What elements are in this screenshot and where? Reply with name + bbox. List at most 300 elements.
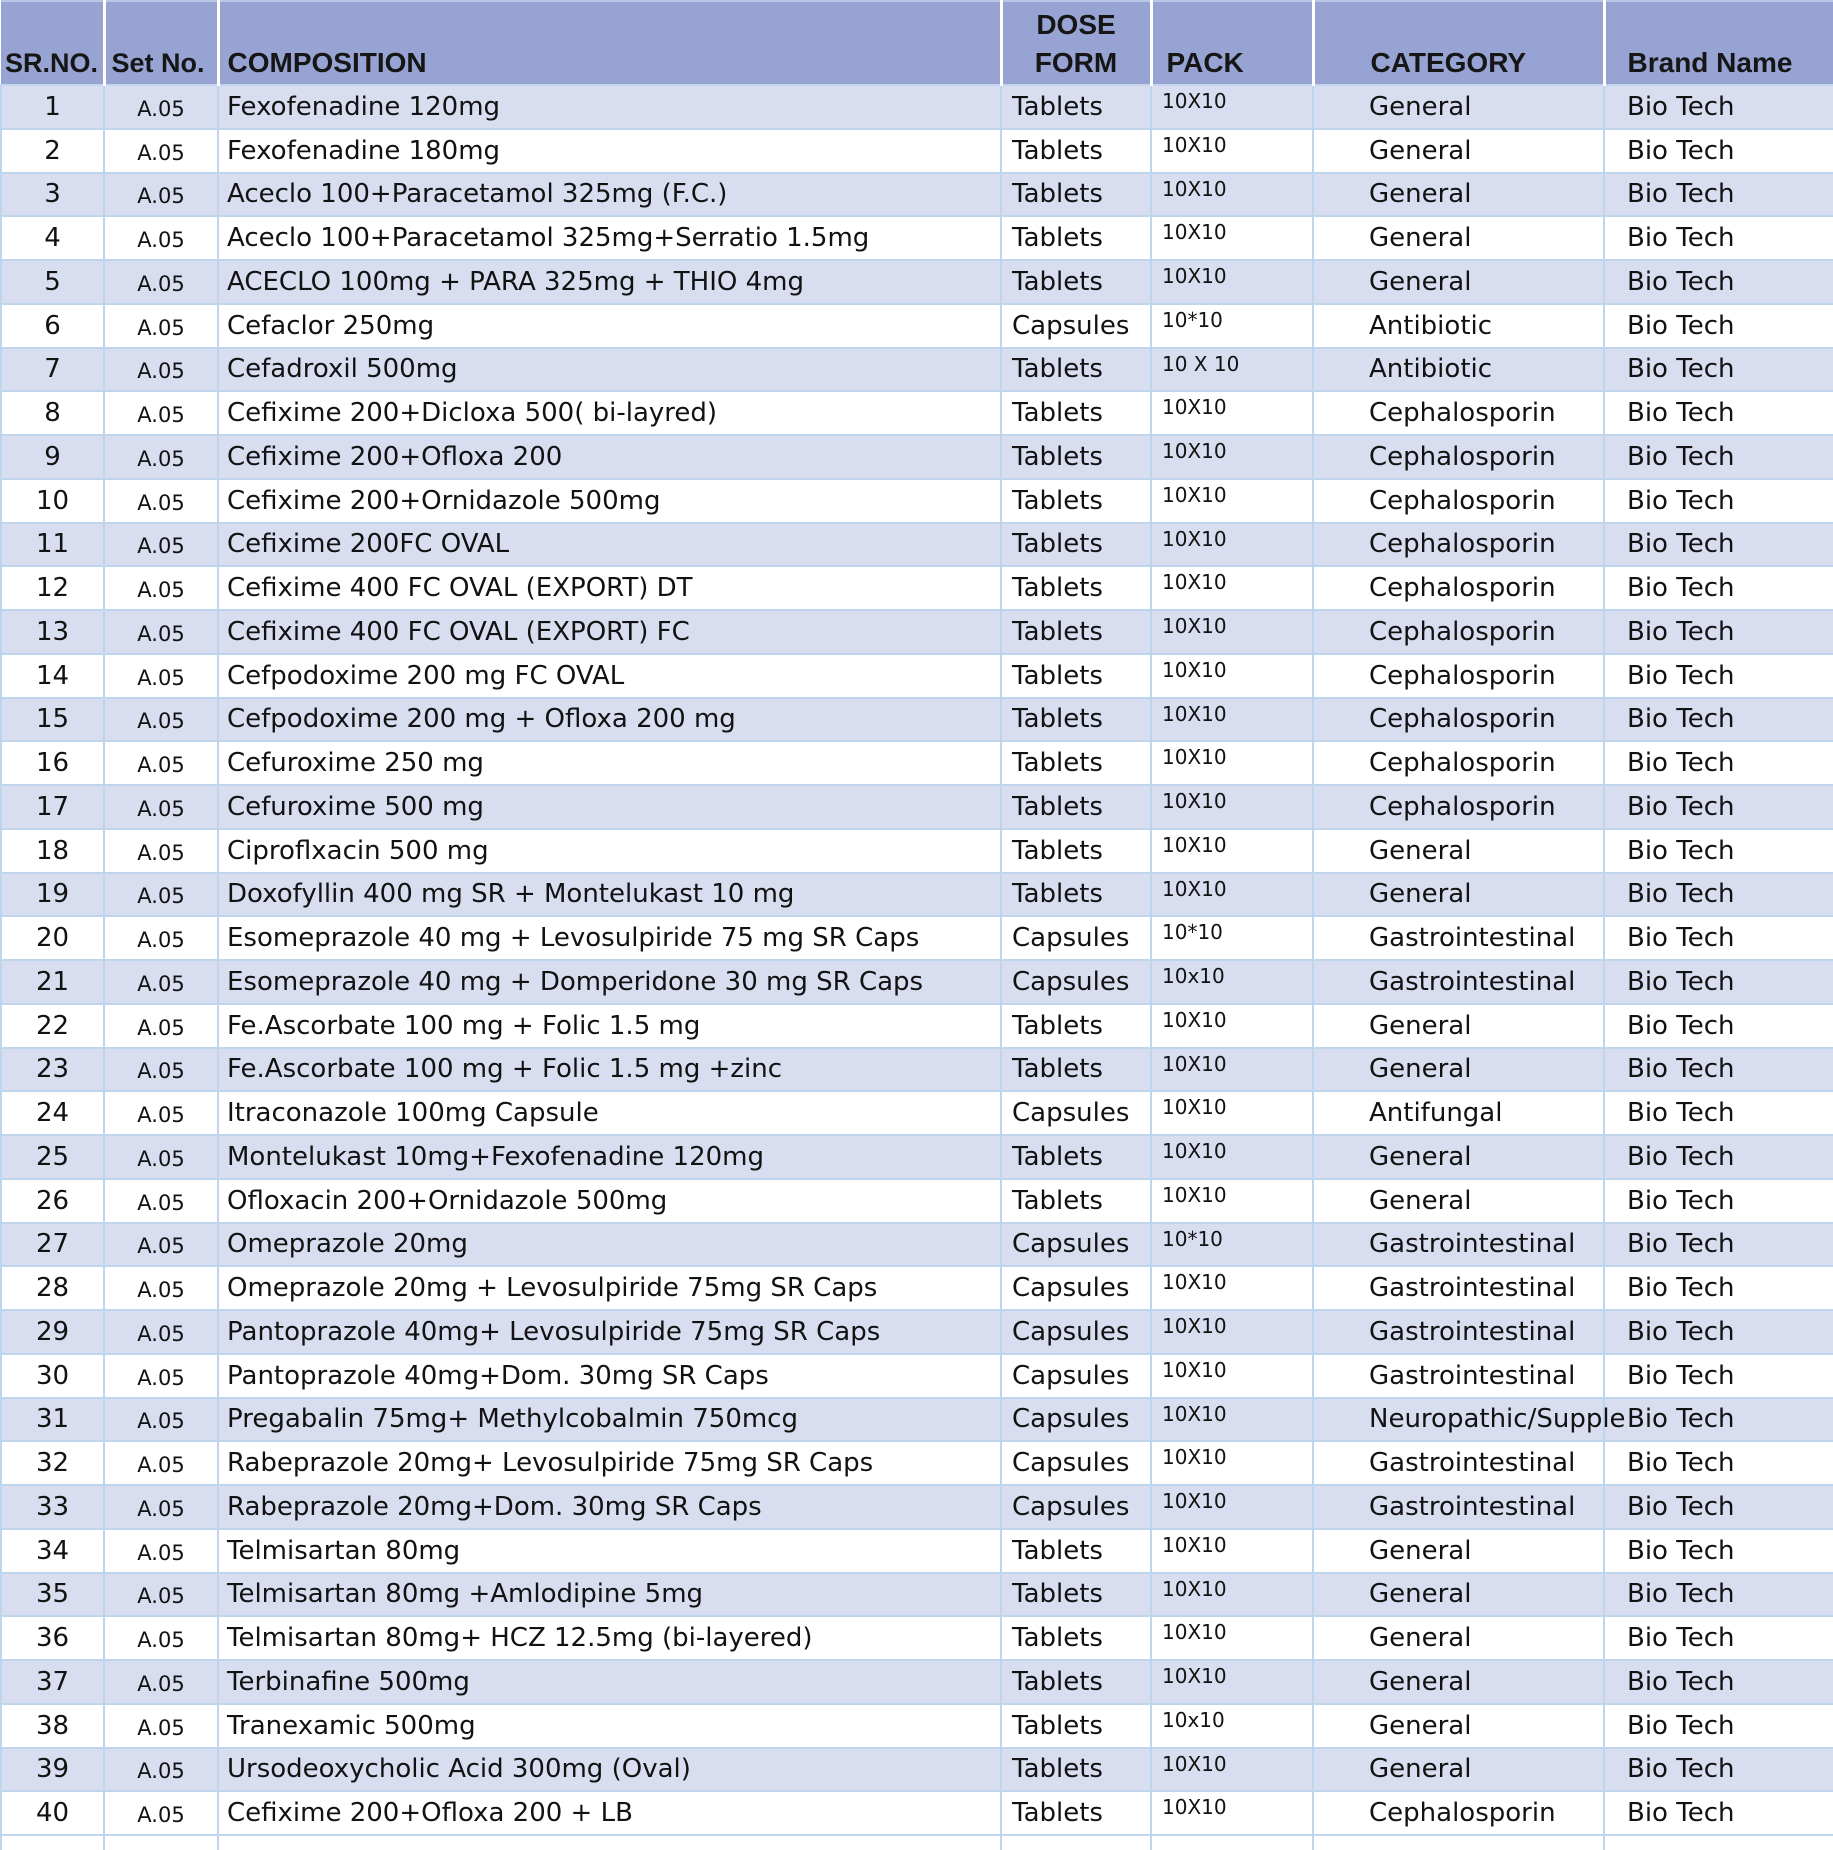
cell-category: General [1313, 216, 1604, 260]
cell-category: Cephalosporin [1313, 741, 1604, 785]
cell-dose-form: Tablets [1001, 173, 1151, 217]
cell-category: Gastrointestinal [1313, 916, 1604, 960]
cell-dose-form: Tablets [1001, 741, 1151, 785]
cell-dose-form: Tablets [1001, 1048, 1151, 1092]
table-row [1, 1748, 1833, 1792]
cell-dose-form: Tablets [1001, 610, 1151, 654]
table-row [1, 654, 1833, 698]
cell-pack: 10*10 [1151, 304, 1313, 348]
cell-brand-name: Bio Tech [1604, 435, 1833, 479]
table-row [1, 1529, 1833, 1573]
cell-set-no: A.05 [104, 1441, 218, 1485]
cell-category: Gastrointestinal [1313, 1310, 1604, 1354]
cell-composition: Cefixime 200+Ornidazole 500mg [218, 479, 1001, 523]
cell-sr-no: 6 [1, 304, 104, 348]
cell-pack: 10X10 [1151, 1398, 1313, 1442]
cell-dose-form: Tablets [1001, 873, 1151, 917]
cell-dose-form: Tablets [1001, 1135, 1151, 1179]
cell-brand-name: Bio Tech [1604, 741, 1833, 785]
cell-sr-no: 25 [1, 1135, 104, 1179]
cell-pack: 10X10 [1151, 1048, 1313, 1092]
cell-composition: Ursodeoxycholic Acid 300mg (Oval) [218, 1748, 1001, 1792]
cell-sr-no: 4 [1, 216, 104, 260]
cell-category: Cephalosporin [1313, 698, 1604, 742]
cell-dose-form: Capsules [1001, 1398, 1151, 1442]
cell-dose-form: Tablets [1001, 1748, 1151, 1792]
cell-set-no: A.05 [104, 1179, 218, 1223]
cell-pack: 10X10 [1151, 785, 1313, 829]
cell-dose-form: Tablets [1001, 1704, 1151, 1748]
cell-composition: Pantoprazole 40mg+Dom. 30mg SR Caps [218, 1354, 1001, 1398]
cell-pack: 10x10 [1151, 960, 1313, 1004]
table-row [1, 523, 1833, 567]
cell-set-no: A.05 [104, 260, 218, 304]
cell-dose-form: Tablets [1001, 216, 1151, 260]
cell-brand-name: Bio Tech [1604, 1354, 1833, 1398]
table-row [1, 85, 1833, 129]
table-row [1, 698, 1833, 742]
cell-set-no: A.05 [104, 1266, 218, 1310]
cell-dose-form: Tablets [1001, 1616, 1151, 1660]
cell-pack: 10X10 [1151, 479, 1313, 523]
cell-category: General [1313, 1529, 1604, 1573]
cell-brand-name: Bio Tech [1604, 85, 1833, 129]
cell-dose-form: Tablets [1001, 829, 1151, 873]
cell-set-no: A.05 [104, 1310, 218, 1354]
cell-set-no: A.05 [104, 1529, 218, 1573]
trailing-empty-row [1, 1835, 1833, 1850]
cell-set-no: A.05 [104, 829, 218, 873]
cell-dose-form: Tablets [1001, 1573, 1151, 1617]
cell-category: Gastrointestinal [1313, 1354, 1604, 1398]
cell-sr-no: 23 [1, 1048, 104, 1092]
cell-category: Cephalosporin [1313, 610, 1604, 654]
cell-set-no: A.05 [104, 173, 218, 217]
table-row [1, 129, 1833, 173]
cell-pack: 10X10 [1151, 829, 1313, 873]
cell-sr-no: 27 [1, 1223, 104, 1267]
cell-category: Antifungal [1313, 1091, 1604, 1135]
cell-sr-no: 38 [1, 1704, 104, 1748]
cell-dose-form: Capsules [1001, 1354, 1151, 1398]
cell-pack: 10X10 [1151, 1091, 1313, 1135]
cell-dose-form: Tablets [1001, 566, 1151, 610]
cell-brand-name: Bio Tech [1604, 873, 1833, 917]
cell-sr-no: 14 [1, 654, 104, 698]
cell-sr-no: 20 [1, 916, 104, 960]
cell-dose-form: Capsules [1001, 1266, 1151, 1310]
cell-pack: 10*10 [1151, 1223, 1313, 1267]
cell-sr-no: 37 [1, 1660, 104, 1704]
cell-sr-no: 29 [1, 1310, 104, 1354]
cell-dose-form: Capsules [1001, 1441, 1151, 1485]
cell-composition: Fe.Ascorbate 100 mg + Folic 1.5 mg +zinc [218, 1048, 1001, 1092]
table-row [1, 1266, 1833, 1310]
cell-brand-name: Bio Tech [1604, 348, 1833, 392]
cell-set-no: A.05 [104, 1398, 218, 1442]
cell-sr-no: 1 [1, 85, 104, 129]
cell-composition: Cefpodoxime 200 mg FC OVAL [218, 654, 1001, 698]
cell-pack: 10X10 [1151, 173, 1313, 217]
cell-composition: Telmisartan 80mg+ HCZ 12.5mg (bi-layered) [218, 1616, 1001, 1660]
cell-pack: 10X10 [1151, 129, 1313, 173]
cell-brand-name: Bio Tech [1604, 260, 1833, 304]
cell-dose-form: Tablets [1001, 654, 1151, 698]
header-pack: PACK [1151, 1, 1313, 85]
cell-pack: 10X10 [1151, 523, 1313, 567]
table-row [1, 1660, 1833, 1704]
cell-pack: 10X10 [1151, 1004, 1313, 1048]
cell-composition: Doxofyllin 400 mg SR + Montelukast 10 mg [218, 873, 1001, 917]
cell-category: General [1313, 85, 1604, 129]
cell-category: Cephalosporin [1313, 654, 1604, 698]
cell-brand-name: Bio Tech [1604, 654, 1833, 698]
cell-dose-form: Tablets [1001, 260, 1151, 304]
table-row [1, 1616, 1833, 1660]
cell-sr-no: 3 [1, 173, 104, 217]
cell-sr-no: 5 [1, 260, 104, 304]
header-category: CATEGORY [1313, 1, 1604, 85]
cell-pack: 10X10 [1151, 435, 1313, 479]
cell-set-no: A.05 [104, 1616, 218, 1660]
cell-brand-name: Bio Tech [1604, 1266, 1833, 1310]
header-dose-form-line1: DOSE [1036, 9, 1116, 40]
cell-set-no: A.05 [104, 129, 218, 173]
table-row [1, 1485, 1833, 1529]
cell-sr-no: 24 [1, 1091, 104, 1135]
cell-sr-no: 19 [1, 873, 104, 917]
cell-sr-no: 40 [1, 1791, 104, 1835]
cell-composition: Cefpodoxime 200 mg + Ofloxa 200 mg [218, 698, 1001, 742]
cell-category: Antibiotic [1313, 304, 1604, 348]
cell-brand-name: Bio Tech [1604, 1223, 1833, 1267]
cell-brand-name: Bio Tech [1604, 1529, 1833, 1573]
cell-sr-no: 31 [1, 1398, 104, 1442]
cell-composition: Fexofenadine 180mg [218, 129, 1001, 173]
cell-brand-name: Bio Tech [1604, 1660, 1833, 1704]
cell-brand-name: Bio Tech [1604, 829, 1833, 873]
cell-composition: Rabeprazole 20mg+ Levosulpiride 75mg SR Caps [218, 1441, 1001, 1485]
cell-set-no: A.05 [104, 1791, 218, 1835]
cell-category: General [1313, 1135, 1604, 1179]
cell-set-no: A.05 [104, 479, 218, 523]
table-row [1, 304, 1833, 348]
cell-brand-name: Bio Tech [1604, 1004, 1833, 1048]
cell-set-no: A.05 [104, 85, 218, 129]
cell-composition: Fe.Ascorbate 100 mg + Folic 1.5 mg [218, 1004, 1001, 1048]
cell-brand-name: Bio Tech [1604, 1791, 1833, 1835]
cell-brand-name: Bio Tech [1604, 1441, 1833, 1485]
cell-pack: 10X10 [1151, 741, 1313, 785]
header-dose-form [1001, 1, 1151, 85]
cell-set-no: A.05 [104, 348, 218, 392]
cell-brand-name: Bio Tech [1604, 916, 1833, 960]
table-row [1, 435, 1833, 479]
cell-pack: 10X10 [1151, 566, 1313, 610]
cell-composition: Cefaclor 250mg [218, 304, 1001, 348]
cell-dose-form: Capsules [1001, 304, 1151, 348]
cell-composition: Cefixime 200+Ofloxa 200 [218, 435, 1001, 479]
cell-category: Gastrointestinal [1313, 1266, 1604, 1310]
cell-composition: Telmisartan 80mg [218, 1529, 1001, 1573]
empty-cell [1313, 1835, 1604, 1850]
table-row [1, 1004, 1833, 1048]
cell-set-no: A.05 [104, 1704, 218, 1748]
header-sr-no: SR.NO. [1, 1, 104, 85]
cell-composition: Telmisartan 80mg +Amlodipine 5mg [218, 1573, 1001, 1617]
cell-set-no: A.05 [104, 1223, 218, 1267]
table-row [1, 173, 1833, 217]
cell-sr-no: 10 [1, 479, 104, 523]
cell-composition: Terbinafine 500mg [218, 1660, 1001, 1704]
cell-pack: 10X10 [1151, 1135, 1313, 1179]
cell-pack: 10X10 [1151, 1573, 1313, 1617]
cell-brand-name: Bio Tech [1604, 479, 1833, 523]
cell-brand-name: Bio Tech [1604, 1485, 1833, 1529]
cell-category: Antibiotic [1313, 348, 1604, 392]
table-row [1, 1441, 1833, 1485]
header-composition: COMPOSITION [218, 1, 1001, 85]
cell-set-no: A.05 [104, 1660, 218, 1704]
cell-pack: 10X10 [1151, 873, 1313, 917]
cell-composition: Fexofenadine 120mg [218, 85, 1001, 129]
cell-brand-name: Bio Tech [1604, 1704, 1833, 1748]
cell-composition: Itraconazole 100mg Capsule [218, 1091, 1001, 1135]
cell-set-no: A.05 [104, 873, 218, 917]
cell-brand-name: Bio Tech [1604, 1135, 1833, 1179]
table-row [1, 260, 1833, 304]
cell-category: General [1313, 1704, 1604, 1748]
cell-dose-form: Tablets [1001, 129, 1151, 173]
cell-category: Gastrointestinal [1313, 1223, 1604, 1267]
cell-set-no: A.05 [104, 523, 218, 567]
table-row [1, 1398, 1833, 1442]
cell-set-no: A.05 [104, 391, 218, 435]
cell-composition: Ciproflxacin 500 mg [218, 829, 1001, 873]
table-row [1, 1091, 1833, 1135]
cell-pack: 10x10 [1151, 1704, 1313, 1748]
cell-set-no: A.05 [104, 216, 218, 260]
cell-category: Gastrointestinal [1313, 1441, 1604, 1485]
cell-composition: Esomeprazole 40 mg + Domperidone 30 mg SR Caps [218, 960, 1001, 1004]
cell-category: Cephalosporin [1313, 523, 1604, 567]
cell-sr-no: 26 [1, 1179, 104, 1223]
cell-dose-form: Tablets [1001, 391, 1151, 435]
cell-set-no: A.05 [104, 1091, 218, 1135]
table-row [1, 566, 1833, 610]
cell-pack: 10*10 [1151, 916, 1313, 960]
cell-sr-no: 22 [1, 1004, 104, 1048]
cell-dose-form: Tablets [1001, 479, 1151, 523]
cell-composition: Cefixime 200+Dicloxa 500( bi-layred) [218, 391, 1001, 435]
cell-category: Gastrointestinal [1313, 960, 1604, 1004]
empty-cell [1, 1835, 104, 1850]
cell-set-no: A.05 [104, 1354, 218, 1398]
cell-brand-name: Bio Tech [1604, 391, 1833, 435]
header-dose-form-line2: FORM [1034, 47, 1118, 78]
cell-sr-no: 21 [1, 960, 104, 1004]
cell-dose-form: Tablets [1001, 1660, 1151, 1704]
cell-brand-name: Bio Tech [1604, 960, 1833, 1004]
cell-composition: Aceclo 100+Paracetamol 325mg+Serratio 1.5mg [218, 216, 1001, 260]
cell-sr-no: 30 [1, 1354, 104, 1398]
cell-set-no: A.05 [104, 698, 218, 742]
cell-composition: Ofloxacin 200+Ornidazole 500mg [218, 1179, 1001, 1223]
cell-pack: 10X10 [1151, 1179, 1313, 1223]
cell-sr-no: 17 [1, 785, 104, 829]
cell-brand-name: Bio Tech [1604, 566, 1833, 610]
cell-pack: 10X10 [1151, 1310, 1313, 1354]
cell-sr-no: 7 [1, 348, 104, 392]
cell-composition: Rabeprazole 20mg+Dom. 30mg SR Caps [218, 1485, 1001, 1529]
cell-sr-no: 9 [1, 435, 104, 479]
empty-cell [1151, 1835, 1313, 1850]
header-row [1, 1, 1833, 85]
cell-set-no: A.05 [104, 960, 218, 1004]
cell-dose-form: Tablets [1001, 1529, 1151, 1573]
cell-sr-no: 12 [1, 566, 104, 610]
cell-set-no: A.05 [104, 1004, 218, 1048]
cell-composition: Montelukast 10mg+Fexofenadine 120mg [218, 1135, 1001, 1179]
table-row [1, 916, 1833, 960]
cell-dose-form: Tablets [1001, 1004, 1151, 1048]
cell-composition: Pregabalin 75mg+ Methylcobalmin 750mcg [218, 1398, 1001, 1442]
table-row [1, 216, 1833, 260]
header-set-no: Set No. [104, 1, 218, 85]
cell-brand-name: Bio Tech [1604, 129, 1833, 173]
cell-composition: ACECLO 100mg + PARA 325mg + THIO 4mg [218, 260, 1001, 304]
cell-set-no: A.05 [104, 1748, 218, 1792]
cell-category: Cephalosporin [1313, 391, 1604, 435]
cell-category: Cephalosporin [1313, 435, 1604, 479]
cell-brand-name: Bio Tech [1604, 523, 1833, 567]
header-brand-name: Brand Name [1604, 1, 1833, 85]
table-row [1, 741, 1833, 785]
table-row [1, 610, 1833, 654]
cell-category: General [1313, 173, 1604, 217]
cell-sr-no: 16 [1, 741, 104, 785]
cell-composition: Cefixime 400 FC OVAL (EXPORT) FC [218, 610, 1001, 654]
cell-sr-no: 32 [1, 1441, 104, 1485]
cell-pack: 10X10 [1151, 1485, 1313, 1529]
empty-cell [1001, 1835, 1151, 1850]
cell-composition: Aceclo 100+Paracetamol 325mg (F.C.) [218, 173, 1001, 217]
empty-cell [104, 1835, 218, 1850]
table-row [1, 960, 1833, 1004]
cell-category: General [1313, 1179, 1604, 1223]
table-row [1, 873, 1833, 917]
cell-composition: Pantoprazole 40mg+ Levosulpiride 75mg SR Caps [218, 1310, 1001, 1354]
cell-brand-name: Bio Tech [1604, 1310, 1833, 1354]
cell-pack: 10X10 [1151, 216, 1313, 260]
cell-set-no: A.05 [104, 610, 218, 654]
cell-composition: Omeprazole 20mg + Levosulpiride 75mg SR Caps [218, 1266, 1001, 1310]
cell-sr-no: 28 [1, 1266, 104, 1310]
cell-pack: 10X10 [1151, 1529, 1313, 1573]
cell-brand-name: Bio Tech [1604, 216, 1833, 260]
cell-sr-no: 15 [1, 698, 104, 742]
cell-dose-form: Capsules [1001, 1223, 1151, 1267]
cell-dose-form: Tablets [1001, 348, 1151, 392]
cell-category: Cephalosporin [1313, 479, 1604, 523]
cell-pack: 10X10 [1151, 1748, 1313, 1792]
cell-composition: Omeprazole 20mg [218, 1223, 1001, 1267]
cell-category: Cephalosporin [1313, 1791, 1604, 1835]
cell-category: General [1313, 1616, 1604, 1660]
cell-composition: Cefixime 200FC OVAL [218, 523, 1001, 567]
cell-composition: Tranexamic 500mg [218, 1704, 1001, 1748]
cell-pack: 10X10 [1151, 1660, 1313, 1704]
empty-cell [1604, 1835, 1833, 1850]
cell-set-no: A.05 [104, 916, 218, 960]
cell-pack: 10X10 [1151, 1354, 1313, 1398]
cell-composition: Esomeprazole 40 mg + Levosulpiride 75 mg SR Caps [218, 916, 1001, 960]
cell-dose-form: Tablets [1001, 785, 1151, 829]
cell-brand-name: Bio Tech [1604, 1179, 1833, 1223]
cell-dose-form: Tablets [1001, 698, 1151, 742]
cell-brand-name: Bio Tech [1604, 1398, 1833, 1442]
cell-brand-name: Bio Tech [1604, 173, 1833, 217]
cell-pack: 10X10 [1151, 260, 1313, 304]
cell-set-no: A.05 [104, 1135, 218, 1179]
cell-dose-form: Capsules [1001, 960, 1151, 1004]
cell-composition: Cefixime 200+Ofloxa 200 + LB [218, 1791, 1001, 1835]
cell-dose-form: Capsules [1001, 916, 1151, 960]
cell-set-no: A.05 [104, 1485, 218, 1529]
cell-sr-no: 8 [1, 391, 104, 435]
cell-dose-form: Tablets [1001, 435, 1151, 479]
cell-pack: 10X10 [1151, 1616, 1313, 1660]
table-row [1, 1704, 1833, 1748]
table-row [1, 348, 1833, 392]
cell-category: General [1313, 1748, 1604, 1792]
cell-composition: Cefixime 400 FC OVAL (EXPORT) DT [218, 566, 1001, 610]
cell-set-no: A.05 [104, 435, 218, 479]
cell-sr-no: 2 [1, 129, 104, 173]
cell-pack: 10X10 [1151, 654, 1313, 698]
cell-dose-form: Tablets [1001, 1791, 1151, 1835]
table-row [1, 1048, 1833, 1092]
table-row [1, 1179, 1833, 1223]
cell-category: General [1313, 129, 1604, 173]
cell-set-no: A.05 [104, 654, 218, 698]
cell-sr-no: 35 [1, 1573, 104, 1617]
cell-dose-form: Tablets [1001, 85, 1151, 129]
cell-pack: 10X10 [1151, 1266, 1313, 1310]
cell-category: General [1313, 1048, 1604, 1092]
cell-sr-no: 34 [1, 1529, 104, 1573]
cell-category: Cephalosporin [1313, 566, 1604, 610]
table-row [1, 1223, 1833, 1267]
cell-pack: 10 X 10 [1151, 348, 1313, 392]
cell-pack: 10X10 [1151, 85, 1313, 129]
table-header [1, 1, 1833, 85]
cell-dose-form: Tablets [1001, 1179, 1151, 1223]
table-row [1, 1310, 1833, 1354]
cell-sr-no: 36 [1, 1616, 104, 1660]
cell-brand-name: Bio Tech [1604, 698, 1833, 742]
cell-brand-name: Bio Tech [1604, 1748, 1833, 1792]
cell-sr-no: 13 [1, 610, 104, 654]
table-row [1, 1354, 1833, 1398]
empty-cell [218, 1835, 1001, 1850]
cell-category: General [1313, 260, 1604, 304]
cell-category: General [1313, 1004, 1604, 1048]
table-row [1, 1135, 1833, 1179]
cell-set-no: A.05 [104, 566, 218, 610]
cell-dose-form: Capsules [1001, 1485, 1151, 1529]
cell-set-no: A.05 [104, 741, 218, 785]
